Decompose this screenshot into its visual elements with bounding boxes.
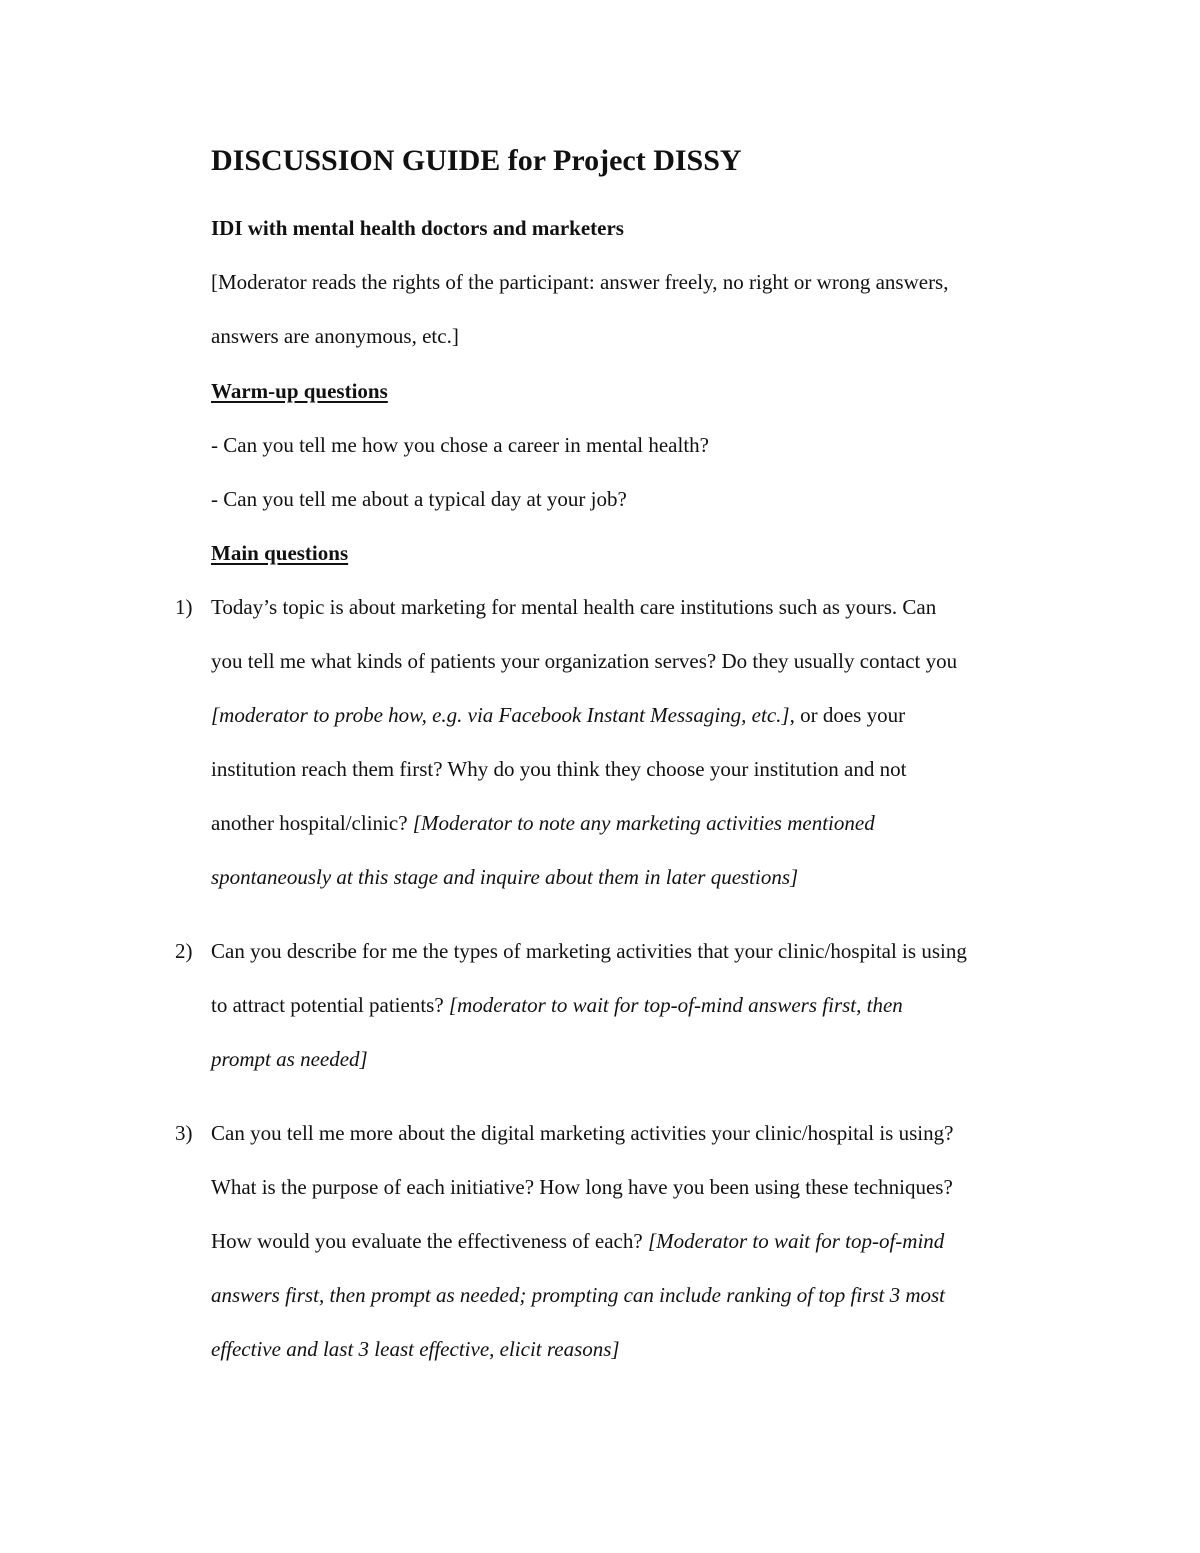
main-questions-heading: Main questions (211, 541, 349, 565)
question-2-line-1: Can you describe for me the types of marketing activities that your clinic/hospital is using (211, 939, 967, 963)
question-text: , or does your (789, 703, 906, 727)
warmup-heading: Warm-up questions (211, 379, 388, 403)
question-2-line-2 (211, 991, 903, 1019)
question-2-line-3: prompt as needed] (211, 1047, 368, 1071)
question-1-line-2: you tell me what kinds of patients your organization serves? Do they usually contact you (211, 649, 958, 673)
warmup-question-1: - Can you tell me how you chose a career in mental health? (211, 433, 709, 457)
question-number-1: 1) (175, 595, 193, 619)
question-text: How would you evaluate the effectiveness of each? (211, 1229, 648, 1253)
question-number-3: 3) (175, 1121, 193, 1145)
question-number-2: 2) (175, 939, 193, 963)
question-1-line-6: spontaneously at this stage and inquire about them in later questions] (211, 865, 799, 889)
intro-line-2: answers are anonymous, etc.] (211, 324, 459, 348)
moderator-note: [Moderator to wait for top-of-mind (647, 1229, 945, 1253)
question-3-line-2: What is the purpose of each initiative? How long have you been using these techniques? (211, 1175, 953, 1199)
question-text: to attract potential patients? (211, 993, 449, 1017)
warmup-question-2: - Can you tell me about a typical day at your job? (211, 487, 627, 511)
moderator-note: [moderator to probe how, e.g. via Facebook Instant Messaging, etc.] (211, 703, 790, 727)
question-1-line-3 (211, 701, 905, 729)
question-1-line-5 (211, 809, 875, 837)
question-3-line-5: effective and last 3 least effective, elicit reasons] (211, 1337, 620, 1361)
moderator-note: [Moderator to note any marketing activities mentioned (412, 811, 875, 835)
document-subtitle: IDI with mental health doctors and marketers (211, 216, 624, 240)
question-text: another hospital/clinic? (211, 811, 413, 835)
question-1-line-1: Today’s topic is about marketing for mental health care institutions such as yours. Can (211, 595, 937, 619)
question-3-line-4: answers first, then prompt as needed; prompting can include ranking of top first 3 most (211, 1283, 945, 1307)
question-3-line-1: Can you tell me more about the digital marketing activities your clinic/hospital is using? (211, 1121, 954, 1145)
moderator-note: [moderator to wait for top-of-mind answers first, then (448, 993, 903, 1017)
intro-line-1: [Moderator reads the rights of the participant: answer freely, no right or wrong answers, (211, 270, 949, 294)
question-1-line-4: institution reach them first? Why do you think they choose your institution and not (211, 757, 907, 781)
document-title: DISCUSSION GUIDE for Project DISSY (211, 144, 742, 177)
question-3-line-3 (211, 1227, 944, 1255)
